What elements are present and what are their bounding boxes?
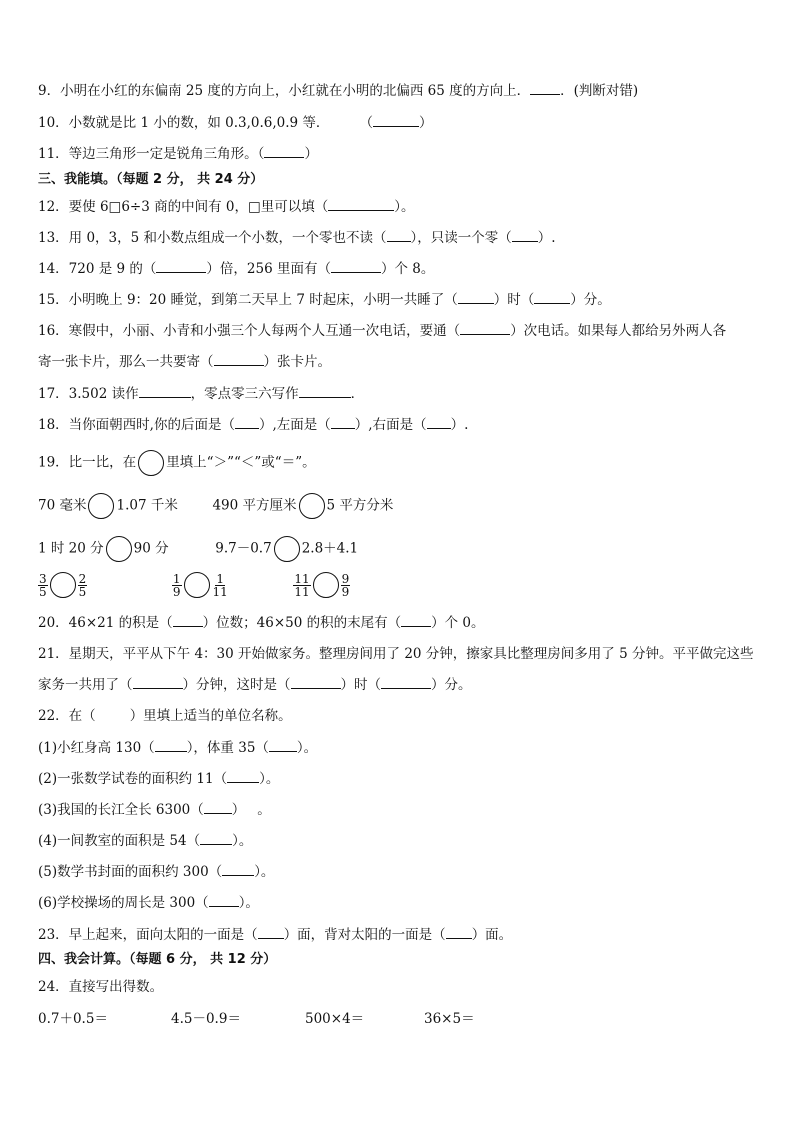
question-12 bbox=[38, 198, 414, 216]
q13-mid: ），只读一个零（ bbox=[410, 230, 512, 246]
q16-text: 16．寒假中，小丽、小青和小强三个人每两个人互通一次电话，要通（ bbox=[38, 323, 461, 339]
answer-blank[interactable] bbox=[446, 926, 472, 939]
answer-blank[interactable] bbox=[209, 894, 239, 907]
q19-end: 里填上“＞”“＜”或“＝”。 bbox=[166, 454, 316, 471]
answer-blank[interactable] bbox=[530, 82, 560, 95]
q14-text: 14．720 是 9 的（ bbox=[38, 261, 157, 277]
question-13 bbox=[38, 229, 556, 247]
q23-end: ）面。 bbox=[471, 927, 513, 943]
q15-end: ）分。 bbox=[570, 292, 611, 308]
q22-3-text: (3)我国的长江全长 6300（ bbox=[38, 802, 204, 818]
question-10 bbox=[38, 114, 432, 132]
q22-3-close: ） bbox=[231, 802, 246, 818]
answer-blank[interactable] bbox=[534, 291, 570, 304]
question-22 bbox=[38, 707, 292, 725]
answer-blank[interactable] bbox=[291, 676, 341, 689]
q22-2-text: (2)一张数学试卷的面积约 11（ bbox=[38, 771, 228, 787]
answer-blank[interactable] bbox=[512, 229, 538, 242]
question-18 bbox=[38, 416, 468, 434]
q17-text: 17．3.502 读作 bbox=[38, 386, 139, 402]
q22-text: 22．在（ bbox=[38, 708, 96, 724]
answer-blank[interactable] bbox=[460, 322, 510, 335]
answer-blank[interactable] bbox=[200, 832, 232, 845]
q18-mid2: ）,右面是（ bbox=[354, 417, 427, 433]
circle-icon bbox=[138, 450, 164, 476]
question-16-line-2 bbox=[38, 353, 331, 371]
q15-mid: ）时（ bbox=[493, 292, 535, 308]
q21-mid2: ）时（ bbox=[340, 677, 381, 693]
q22-1-end: ）。 bbox=[296, 740, 318, 756]
question-22-2 bbox=[38, 770, 279, 788]
answer-blank[interactable] bbox=[328, 198, 394, 211]
q20-text: 20．46×21 的积是（ bbox=[38, 615, 173, 631]
answer-blank[interactable] bbox=[299, 385, 351, 398]
q22-1-mid: ），体重 35（ bbox=[186, 740, 269, 756]
answer-blank[interactable] bbox=[204, 801, 232, 814]
q14-end: ）个 8。 bbox=[380, 261, 435, 277]
calc-item: 36×5＝ bbox=[424, 1011, 475, 1027]
paren-open: （ bbox=[359, 115, 373, 131]
question-24: 24．直接写出得数。 bbox=[38, 979, 164, 995]
q22-6-end: ）。 bbox=[238, 895, 259, 911]
compare-circle[interactable] bbox=[88, 493, 114, 519]
q17-end: ． bbox=[350, 386, 365, 402]
answer-blank[interactable] bbox=[139, 385, 191, 398]
compare-left: 490 平方厘米 bbox=[212, 497, 297, 514]
section-4-heading: 四、我会计算。（每题 6 分， 共 12 分） bbox=[38, 952, 277, 967]
q19-text: 19．比一比，在 bbox=[38, 454, 137, 471]
answer-blank[interactable] bbox=[227, 770, 259, 783]
q22-3-end: 。 bbox=[257, 802, 271, 818]
q16-cont: 寄一张卡片，那么一共要寄（ bbox=[38, 354, 214, 370]
question-20 bbox=[38, 614, 485, 632]
question-21-line-1 bbox=[38, 645, 753, 663]
paren-close: ） bbox=[304, 146, 318, 162]
q14-mid: ）倍，256 里面有（ bbox=[206, 261, 331, 277]
question-19 bbox=[38, 450, 316, 476]
q22-4-end: ）。 bbox=[232, 833, 253, 849]
question-22-6 bbox=[38, 894, 259, 912]
answer-blank[interactable] bbox=[173, 614, 203, 627]
answer-blank[interactable] bbox=[387, 229, 411, 242]
compare-right: 2.8＋4.1 bbox=[301, 540, 359, 557]
question-22-4 bbox=[38, 832, 252, 850]
compare-circle[interactable] bbox=[50, 572, 76, 598]
q23-mid: ）面，背对太阳的一面是（ bbox=[283, 927, 446, 943]
compare-circle[interactable] bbox=[184, 572, 210, 598]
answer-blank[interactable] bbox=[214, 353, 264, 366]
question-17 bbox=[38, 385, 364, 403]
compare-circle[interactable] bbox=[106, 536, 132, 562]
q22-5-text: (5)数学书封面的面积约 300（ bbox=[38, 864, 223, 880]
q20-end: ）个 0。 bbox=[431, 615, 485, 631]
compare-circle[interactable] bbox=[274, 536, 300, 562]
fraction: $\frac{1}{9}$ bbox=[172, 571, 181, 599]
answer-blank[interactable] bbox=[458, 291, 494, 304]
q21-text: 21．星期天，平平从下午 4：30 开始做家务。整理房间用了 20 分钟，擦家具比整理房间多用了 5 分钟。平平做完这些 bbox=[38, 646, 754, 662]
fraction: $\frac{11}{11}$ bbox=[294, 571, 310, 599]
answer-blank[interactable] bbox=[264, 145, 304, 158]
q18-end: ）. bbox=[450, 417, 469, 433]
q21-cont: 家务一共用了（ bbox=[38, 677, 133, 693]
compare-left: 1 时 20 分 bbox=[38, 540, 104, 557]
q9-end: ．(判断对错) bbox=[560, 83, 639, 99]
fraction: $\frac{1}{11}$ bbox=[212, 571, 228, 599]
calc-item: 4.5－0.9＝ bbox=[171, 1011, 241, 1027]
compare-circle[interactable] bbox=[299, 493, 325, 519]
compare-right: 5 平方分米 bbox=[326, 497, 394, 514]
q22-1-text: (1)小红身高 130（ bbox=[38, 740, 155, 756]
question-22-3 bbox=[38, 801, 271, 819]
question-23 bbox=[38, 926, 512, 944]
q13-end: ）. bbox=[537, 230, 556, 246]
q23-text: 23．早上起来，面向太阳的一面是（ bbox=[38, 927, 258, 943]
q18-mid1: ）,左面是（ bbox=[258, 417, 331, 433]
answer-blank[interactable] bbox=[235, 416, 259, 429]
answer-blank[interactable] bbox=[381, 676, 431, 689]
answer-blank[interactable] bbox=[401, 614, 431, 627]
question-14 bbox=[38, 260, 434, 278]
q9-text: 9．小明在小红的东偏南 25 度的方向上，小红就在小明的北偏西 65 度的方向上． bbox=[38, 83, 531, 99]
q21-mid1: ）分钟，这时是（ bbox=[182, 677, 291, 693]
q15-text: 15．小明晚上 9：20 睡觉，到第二天早上 7 时起床，小明一共睡了（ bbox=[38, 292, 458, 308]
answer-blank[interactable] bbox=[427, 416, 451, 429]
compare-row-1 bbox=[38, 493, 393, 519]
compare-row-3 bbox=[38, 572, 350, 598]
q17-mid: ，零点零三六写作 bbox=[190, 386, 299, 402]
compare-right: 1.07 千米 bbox=[116, 497, 178, 514]
q13-text: 13．用 0，3，5 和小数点组成一个小数，一个零也不读（ bbox=[38, 230, 387, 246]
q21-end: ）分。 bbox=[431, 677, 472, 693]
question-22-5 bbox=[38, 863, 274, 881]
calc-item: 500×4＝ bbox=[305, 1011, 365, 1027]
q22-6-text: (6)学校操场的周长是 300（ bbox=[38, 895, 209, 911]
answer-blank[interactable] bbox=[156, 260, 206, 273]
question-21-line-2 bbox=[38, 676, 472, 694]
q10-text: 10．小数就是比 1 小的数，如 0.3,0.6,0.9 等． bbox=[38, 115, 330, 131]
answer-blank[interactable] bbox=[155, 739, 187, 752]
compare-row-2 bbox=[38, 536, 358, 562]
answer-blank[interactable] bbox=[331, 416, 355, 429]
question-15 bbox=[38, 291, 611, 309]
q16-end: ）张卡片。 bbox=[263, 354, 331, 370]
question-11 bbox=[38, 145, 318, 163]
q12-text: 12．要使 6□6÷3 商的中间有 0，□里可以填（ bbox=[38, 199, 329, 215]
q11-text: 11．等边三角形一定是锐角三角形。（ bbox=[38, 146, 265, 162]
q22-2-end: ）。 bbox=[259, 771, 280, 787]
answer-blank[interactable] bbox=[373, 114, 419, 127]
question-16-line-1 bbox=[38, 322, 726, 340]
section-3-heading: 三、我能填。（每题 2 分， 共 24 分） bbox=[38, 172, 264, 187]
question-22-1 bbox=[38, 739, 317, 757]
calc-item: 0.7＋0.5＝ bbox=[38, 1011, 108, 1027]
q16-mid: ）次电话。如果每人都给另外两人各 bbox=[510, 323, 727, 339]
question-9 bbox=[38, 82, 638, 100]
answer-blank[interactable] bbox=[222, 863, 254, 876]
q20-mid: ）位数；46×50 的积的末尾有（ bbox=[202, 615, 402, 631]
compare-right: 90 分 bbox=[133, 540, 169, 557]
compare-left: 9.7－0.7 bbox=[215, 540, 272, 557]
paren-close: ） bbox=[418, 115, 433, 131]
answer-blank[interactable] bbox=[269, 739, 297, 752]
compare-left: 70 毫米 bbox=[38, 497, 87, 514]
answer-blank[interactable] bbox=[331, 260, 381, 273]
q18-text: 18．当你面朝西时,你的后面是（ bbox=[38, 417, 235, 433]
fraction: $\frac{3}{5}$ bbox=[39, 571, 47, 599]
answer-blank[interactable] bbox=[258, 926, 284, 939]
fraction: $\frac{2}{5}$ bbox=[78, 571, 87, 599]
q22-5-end: ）。 bbox=[254, 864, 275, 880]
answer-blank[interactable] bbox=[133, 676, 183, 689]
fraction: $\frac{9}{9}$ bbox=[341, 571, 350, 599]
q22-end: ）里填上适当的单位名称。 bbox=[129, 708, 292, 724]
q22-4-text: (4)一间教室的面积是 54（ bbox=[38, 833, 201, 849]
compare-circle[interactable] bbox=[313, 572, 339, 598]
q12-end: ）。 bbox=[394, 199, 415, 215]
